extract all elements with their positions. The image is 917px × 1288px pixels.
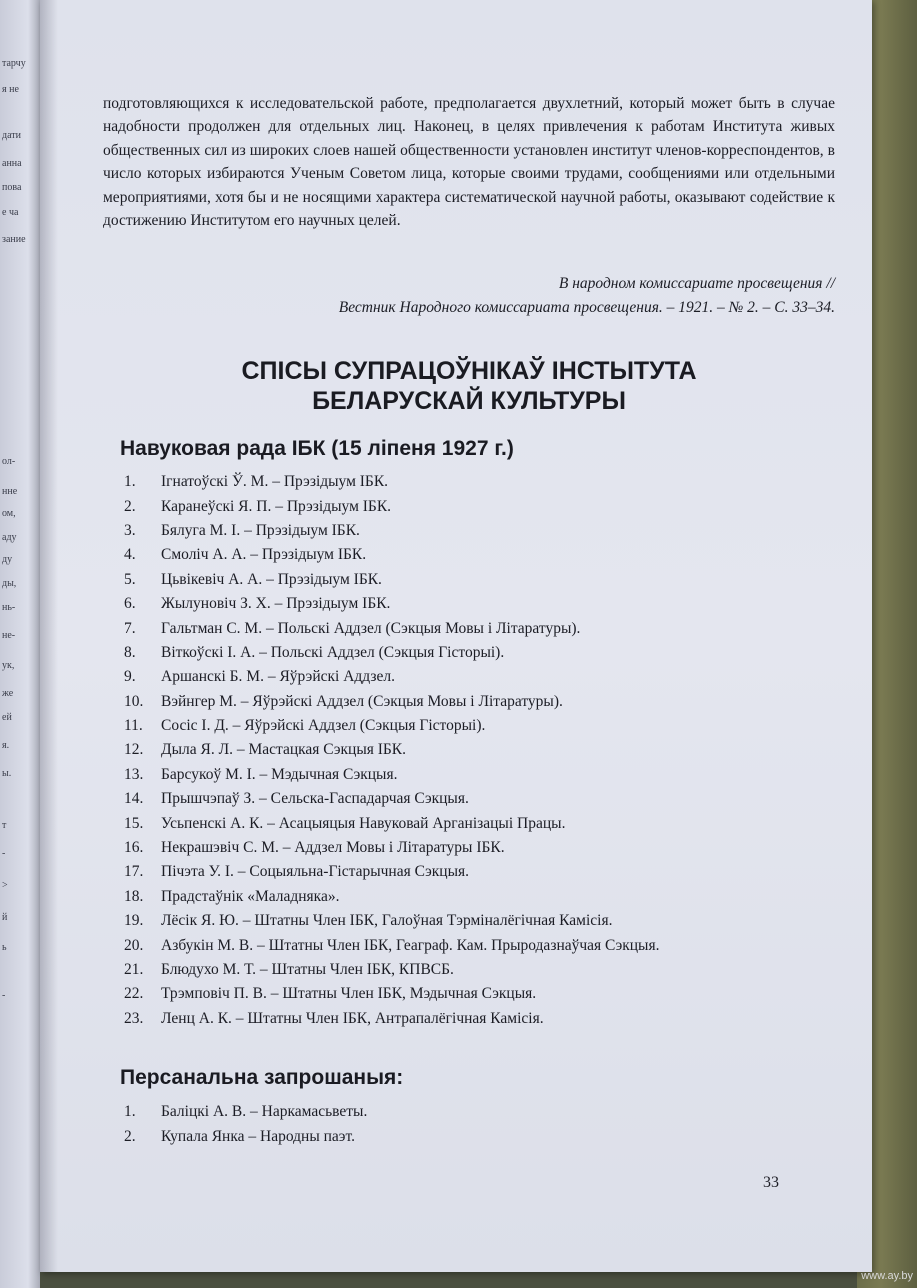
list-item — [124, 641, 659, 665]
list-item-number: 2. — [124, 497, 136, 515]
list-item-number: 23. — [124, 1009, 144, 1027]
list-item — [124, 1100, 367, 1124]
list-item — [124, 616, 659, 640]
list-item-text: Прадстаўнік «Маладняка». — [161, 887, 340, 905]
list-item — [124, 933, 659, 957]
list-item-number: 4. — [124, 546, 136, 564]
list-item-number: 11. — [124, 717, 143, 735]
list-item-text: Баліцкі А. В. – Наркамасьветы. — [161, 1103, 368, 1121]
list-item-number: 15. — [124, 814, 144, 832]
list-item-text: Ленц А. К. – Штатны Член ІБК, Антрапалёгічная Камісія. — [161, 1009, 544, 1027]
list-item-number: 22. — [124, 985, 144, 1003]
council-member-list — [124, 470, 659, 1031]
list-item — [124, 470, 659, 494]
list-item — [124, 885, 659, 909]
list-item — [124, 1007, 659, 1031]
left-page-text-fragment: - — [2, 990, 6, 1001]
list-item-text: Лёсік Я. Ю. – Штатны Член ІБК, Галоўная Тэрміналёгічная Камісія. — [161, 912, 613, 930]
list-item — [124, 568, 659, 592]
list-item-text: Сосіс І. Д. – Яўрэйскі Аддзел (Сэкцыя Гісторыі). — [161, 717, 486, 735]
left-page-text-fragment: тарчу — [2, 58, 26, 69]
list-item-number: 12. — [124, 741, 144, 759]
list-item — [124, 592, 659, 616]
body-paragraph — [103, 92, 835, 232]
list-item — [124, 763, 659, 787]
section-title-line-1: СПІСЫ СУПРАЦОЎНІКАЎ ІНСТЫТУТА — [241, 357, 697, 385]
list-item-text: Азбукін М. В. – Штатны Член ІБК, Геаграф. Кам. Прыродазнаўчая Сэкцыя. — [161, 936, 660, 954]
list-item-number: 21. — [124, 961, 144, 978]
list-item-text: Гальтман С. М. – Польскі Аддзел (Сэкцыя Мовы і Літаратуры). — [161, 619, 581, 637]
left-page-text-fragment: ы. — [2, 768, 12, 779]
list-item-text: Цьвікевіч А. А. – Прэзідыум ІБК. — [161, 570, 382, 588]
list-item-text: Аршанскі Б. М. – Яўрэйскі Аддзел. — [161, 668, 395, 686]
list-item-number: 2. — [124, 1127, 136, 1145]
list-item-number: 19. — [124, 912, 144, 930]
list-item-text: Блюдухо М. Т. – Штатны Член ІБК, КПВСБ. — [161, 961, 454, 978]
list-item-number: 8. — [124, 643, 136, 661]
list-item-number: 13. — [124, 765, 144, 783]
list-item — [124, 519, 659, 543]
list-item-number: 18. — [124, 887, 144, 905]
list-item — [124, 982, 659, 1006]
list-item — [124, 714, 659, 738]
left-page-text-fragment: не- — [2, 630, 16, 641]
list-item — [124, 787, 659, 811]
left-page-text-fragment: нь- — [2, 602, 16, 613]
personal-invitee-list — [124, 1100, 367, 1149]
list-item-text: Ігнатоўскі Ў. М. – Прэзідыум ІБК. — [161, 473, 389, 491]
list-item-text: Бялуга М. І. – Прэзідыум ІБК. — [161, 521, 360, 539]
citation-line-2: Вестник Народного комиссариата просвещения. – 1921. – № 2. – С. 33–34. — [338, 298, 835, 316]
list-item-number: 10. — [124, 692, 144, 710]
left-page-text-fragment: т — [2, 820, 7, 831]
left-page-text-fragment: - — [2, 848, 6, 859]
left-page-edge — [0, 0, 40, 1288]
book-page — [40, 0, 872, 1272]
list-item-text: Трэмповіч П. В. – Штатны Член ІБК, Мэдычная Сэкцыя. — [161, 985, 537, 1003]
left-page-text-fragment: зание — [2, 234, 26, 245]
list-item — [124, 1124, 367, 1148]
list-item — [124, 909, 659, 933]
list-item-number: 7. — [124, 619, 136, 637]
left-page-text-fragment: > — [2, 880, 8, 891]
list-item — [124, 860, 659, 884]
list-item — [124, 958, 659, 982]
left-page-text-fragment: аду — [2, 532, 17, 543]
left-page-text-fragment: анна — [2, 158, 22, 169]
list-item-text: Усьпенскі А. К. – Асацыяцыя Навуковай Арганізацыі Працы. — [161, 814, 566, 832]
list-item-number: 17. — [124, 863, 144, 881]
list-item-number: 1. — [124, 473, 136, 491]
section-title — [103, 356, 835, 416]
list-item-text: Пічэта У. І. – Соцыяльна-Гістарычная Сэкцыя. — [161, 863, 470, 881]
list-item — [124, 665, 659, 689]
list-item — [124, 494, 659, 518]
page-number: 33 — [763, 1174, 779, 1191]
left-page-text-fragment: й — [2, 912, 8, 923]
list-item-number: 20. — [124, 936, 144, 954]
left-page-text-fragment: ды, — [2, 578, 17, 589]
list-item — [124, 811, 659, 835]
list-item-text: Смоліч А. А. – Прэзідыум ІБК. — [161, 546, 367, 564]
list-item-text: Віткоўскі І. А. – Польскі Аддзел (Сэкцыя Гісторыі). — [161, 643, 505, 661]
list-item-text: Купала Янка – Народны паэт. — [161, 1127, 355, 1145]
list-item-text: Вэйнгер М. – Яўрэйскі Аддзел (Сэкцыя Мовы і Літаратуры). — [161, 692, 563, 710]
page-fold-shadow — [40, 0, 58, 1272]
left-page-text-fragment: ук, — [2, 660, 15, 671]
left-page-text-fragment: ь — [2, 942, 7, 953]
left-page-text-fragment: дати — [2, 130, 21, 141]
list-item-number: 14. — [124, 790, 144, 808]
list-item-text: Некрашэвіч С. М. – Аддзел Мовы і Літаратуры ІБК. — [161, 839, 505, 857]
list-item-text: Прышчэпаў З. – Сельска-Гаспадарчая Сэкцыя. — [161, 790, 469, 808]
list-item — [124, 836, 659, 860]
list-item-text: Жылуновіч З. Х. – Прэзідыум ІБК. — [161, 595, 391, 613]
list-item-text: Дыла Я. Л. – Мастацкая Сэкцыя ІБК. — [161, 741, 407, 759]
list-item-text: Каранеўскі Я. П. – Прэзідыум ІБК. — [161, 497, 392, 515]
section-title-line-2: БЕЛАРУСКАЙ КУЛЬТУРЫ — [312, 387, 626, 415]
personal-heading: Персанальна запрошаныя: — [120, 1066, 404, 1089]
list-item — [124, 690, 659, 714]
list-item-text: Барсукоў М. І. – Мэдычная Сэкцыя. — [161, 765, 398, 783]
list-item-number: 5. — [124, 570, 136, 588]
left-page-text-fragment: же — [2, 688, 14, 699]
left-page-text-fragment: е ча — [2, 207, 19, 218]
list-item-number: 9. — [124, 668, 136, 686]
citation — [103, 272, 835, 319]
council-heading: Навуковая рада ІБК (15 ліпеня 1927 г.) — [120, 437, 514, 460]
left-page-text-fragment: нне — [2, 486, 18, 497]
list-item — [124, 738, 659, 762]
left-page-text-fragment: пова — [2, 182, 22, 193]
citation-line-1: В народном комиссариате просвещения // — [558, 275, 835, 292]
body-text: подготовляющихся к исследовательской работе, предполагается двухлетний, который может быть в случае надобности продолжен для отдельных лиц. Наконец, в целях привлечения к работам Института живых общественных сил из широких слоев нашей общественности установлен институт членов-корреспондентов, в число которых избираются Ученым Советом лица, которые своими трудами, сообщениями или отдельными мероприятиями, хотя бы и не носящими характера систематической научной работы, оказывают содействие к достижению Институтом его научных целей. — [103, 95, 835, 230]
left-page-text-fragment: ей — [2, 712, 12, 723]
list-item-number: 16. — [124, 839, 144, 857]
list-item-number: 3. — [124, 521, 136, 539]
left-page-text-fragment: ол- — [2, 456, 16, 467]
list-item-number: 6. — [124, 595, 136, 613]
list-item-number: 1. — [124, 1103, 136, 1121]
left-page-text-fragment: я. — [2, 740, 10, 751]
left-page-text-fragment: ду — [2, 554, 13, 565]
left-page-text-fragment: я не — [2, 84, 19, 95]
watermark: www.ay.by — [861, 1270, 913, 1282]
left-page-text-fragment: ом, — [2, 508, 16, 519]
list-item — [124, 543, 659, 567]
